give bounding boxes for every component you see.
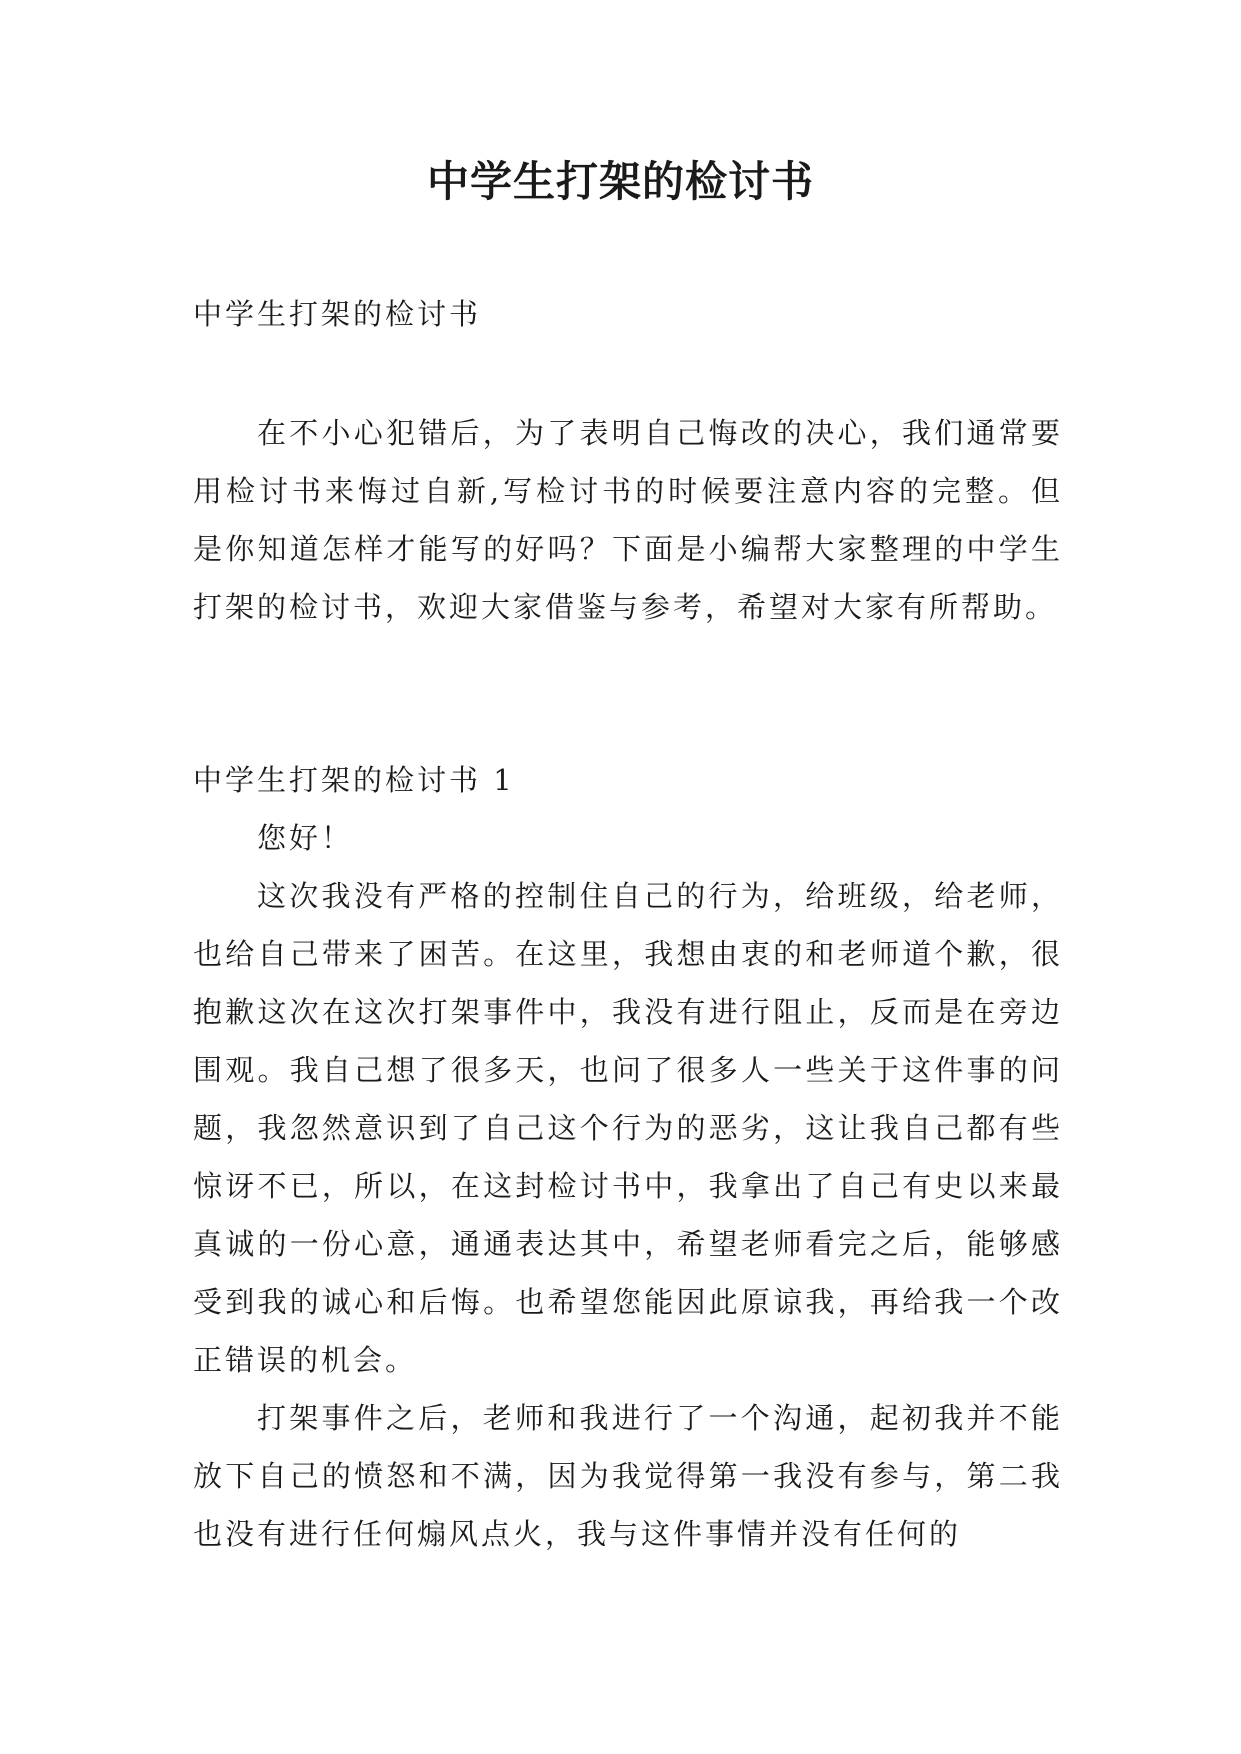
section-heading: 中学生打架的检讨书 1 xyxy=(193,763,515,797)
body-paragraph: 打架事件之后，老师和我进行了一个沟通，起初我并不能放下自己的愤怒和不满，因为我觉得第一我没有参与，第二我也没有进行任何煽风点火，我与这件事情并没有任何的 xyxy=(193,1401,1063,1551)
document-title: 中学生打架的检讨书 xyxy=(426,157,814,206)
section-body xyxy=(193,809,1063,1563)
intro-paragraph: 在不小心犯错后，为了表明自己悔改的决心，我们通常要用检讨书来悔过自新,写检讨书的时候要注意内容的完整。但是你知道怎样才能写的好吗？下面是小编帮大家整理的中学生打架的检讨书，欢迎大家借鉴与参考，希望对大家有所帮助。 xyxy=(193,416,1063,624)
document-subtitle: 中学生打架的检讨书 xyxy=(193,297,482,331)
greeting: 您好！ xyxy=(257,821,354,855)
body-paragraph: 这次我没有严格的控制住自己的行为，给班级，给老师，也给自己带来了困苦。在这里，我想由衷的和老师道个歉，很抱歉这次在这次打架事件中，我没有进行阻止，反而是在旁边围观。我自己想了很多天，也问了很多人一些关于这件事的问题，我忽然意识到了自己这个行为的恶劣，这让我自己都有些惊讶不已，所以，在这封检讨书中，我拿出了自己有史以来最真诚的一份心意，通通表达其中，希望老师看完之后，能够感受到我的诚心和后悔。也希望您能因此原谅我，再给我一个改正错误的机会。 xyxy=(193,879,1063,1377)
